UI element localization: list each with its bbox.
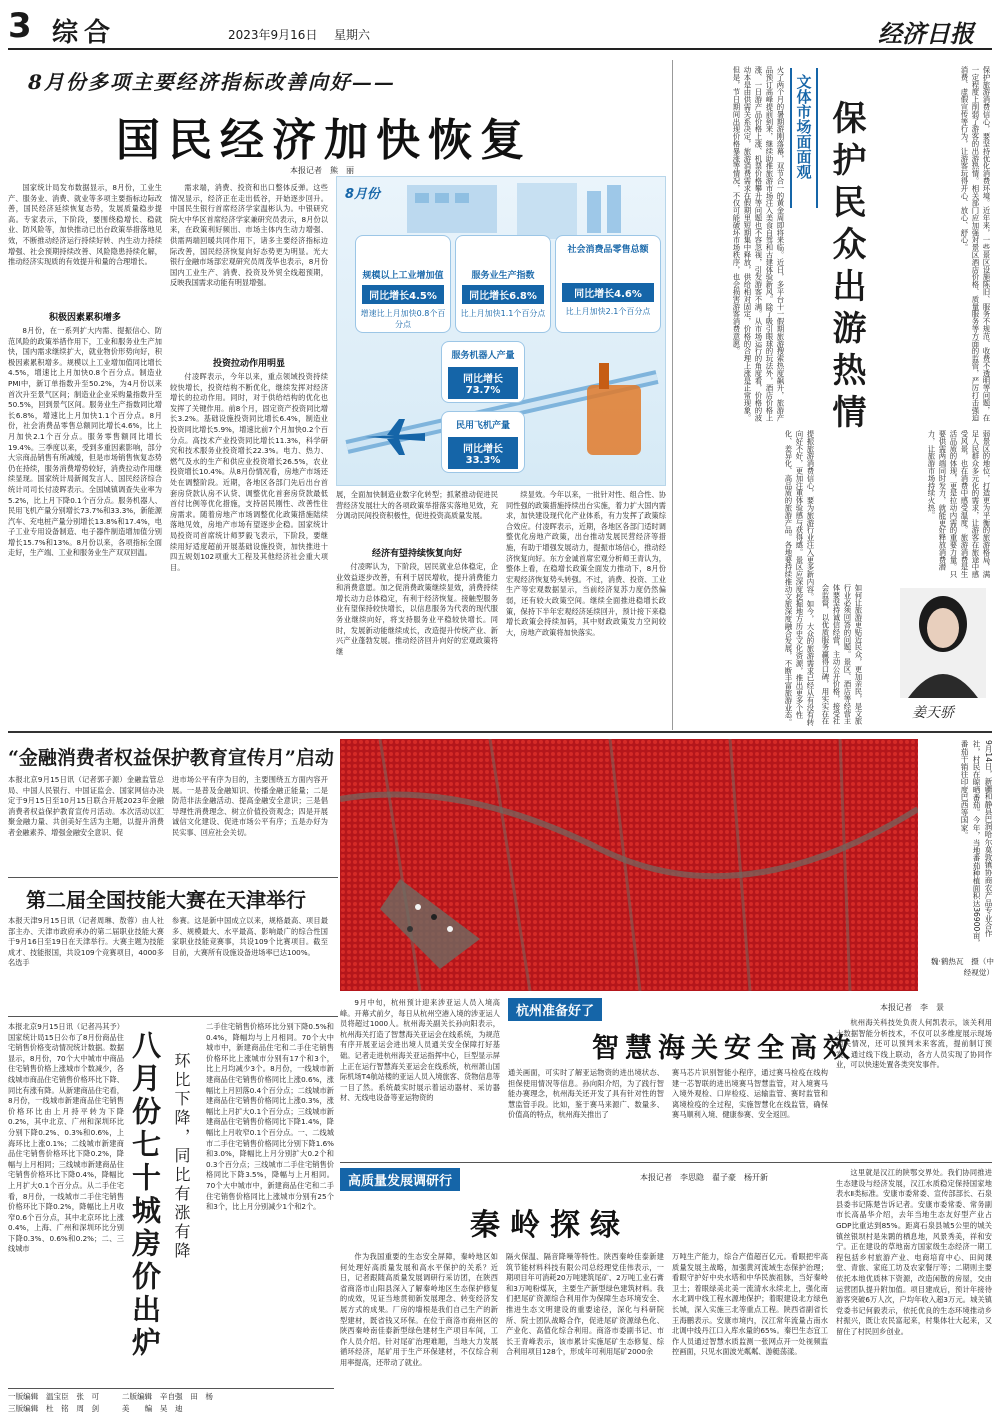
finance-week-headline: “金融消费者权益保护教育宣传月”启动	[8, 747, 334, 769]
finance-week-text-2: 进市场公平有序为目的，主要围绕五方面内容开展。一是普及金融知识、传播金融正能量；二是防范非法金融活动、提高金融安全意识；三是倡导理性消费理念、树立价值投资观念；四是开展诚信文化建设、促进市场公平有序；五是办好为民实事、回应社会关切。	[172, 775, 328, 837]
hangzhou-byline: 本报记者 李 景	[880, 1003, 944, 1012]
hangzhou-text-2: 通关画面，可实时了解亚运物资的进出境状态、担保使用情况等信息。孙向阳介绍，为了践行智能办赛理念，杭州海关还开发了具有针对性的智慧监管手段。比如，鉴于赛马来源广、数量多、价值高的特点，杭州海关推出了	[508, 1068, 664, 1120]
lead-col1-intro: 国家统计局发布数据显示，8月份，工业生产、服务业、消费、就业等多项主要指标边际改善，国民经济延续恢复态势，发展质量稳步提高。专家表示，下阶段，要围绕稳增长、稳就业、防风险等，加快推动已出台政策举措落地见效，不断推动经济运行持续好转、内生动力持续增强、社会预期持续改善、风险隐患持续化解，推动经济实现质的有效提升和量的合理增长。	[8, 183, 162, 267]
airplane-icon	[363, 417, 427, 457]
hangzhou-rule	[340, 1162, 992, 1163]
photo-credit: 魏·鹤热瓦 摄（中经视觉）	[930, 957, 994, 977]
stat-card-retail	[555, 235, 661, 333]
lead-col3-body: 付凌晖认为，下阶段，居民就业总体稳定，企业效益逐步改善，有利于居民增收，提升消费能力和消费意愿。加之促消费政策继续显效，消费持续增长动力总体稳定，有利于经济恢复。接触型服务业有望保持较快增长，以信息服务为代表的现代服务业继续向好，将支持服务业平稳较快增长。同时，发展新动能继续成长，改造提升传统产业、新兴产业蓬勃发展。推动经济回升向好的宏观政策将继	[336, 562, 498, 656]
qinling-tag: 高质量发展调研行	[340, 1168, 460, 1191]
lead-subhead-3: 经济有望持续恢复向好	[371, 549, 462, 559]
skills-rule	[8, 1016, 338, 1017]
column-text-5: 如何让旅游更贴近民众，更加亲民，是文旅行业必须回答的问题。景区、酒店等经营主体要坚持诚信经营，主动公开价格，接受社会监督，以优质服务赢得口碑，用实实在在	[821, 584, 863, 725]
column-divider	[672, 60, 673, 730]
stat-robots-title: 服务机器人产量	[451, 351, 515, 361]
stat-retail-sub: 比上月加快2.1个百分点	[565, 307, 651, 316]
issue-date: 2023年9月16日	[228, 28, 318, 42]
infographic-label: 8月份	[345, 187, 381, 202]
author-portrait	[900, 588, 986, 698]
robot-arm-icon	[587, 385, 641, 455]
housing-subtitle: 环比下降，同比有涨有降	[172, 1052, 191, 1261]
stat-card-aircraft	[441, 411, 525, 473]
qinling-text-3: 万吨生产能力，综合产值超百亿元。看眼把牢高质量发展主战略，加强黄河流域生态保护治理；看眼守护好中央水塔和中华民族祖脉，当好秦岭卫士；着眼绿美北美一流清水永续北上，强化南水北调中线工程水源地保护；着眼建设北方绿色长城，深入实施三北等重点工程。陕西省副省长王海鹏表示。安康市境内，汉江常年流量占南水北调中线丹江口入库水量的65%。秦巴生态宜工作人员通过智慧水质监测一张网点开一处视频监控画面，只见水面波光粼粼、游艇荡漾。	[672, 1252, 828, 1357]
stat-card-services	[455, 235, 551, 333]
footer-rule	[8, 1388, 334, 1389]
stats-infographic	[336, 176, 666, 486]
stat-services-sub: 比上月加快1.1个百分点	[460, 309, 546, 318]
lead-subhead-1: 积极因素累积增多	[48, 313, 121, 323]
column-tag	[790, 68, 818, 208]
stat-industry-sub: 增速比上月加快0.8个百分点	[360, 309, 446, 329]
stat-retail-title: 社会消费品零售总额	[567, 245, 649, 255]
column-tag-text: 文体市场面面观	[794, 74, 813, 179]
stat-services-value: 同比增长6.8%	[462, 285, 544, 304]
qinling-headline: 秦岭探绿	[470, 1208, 630, 1243]
housing-text-1: 本报北京9月15日讯（记者冯其予）国家统计局15日公布了8月份商品住宅销售价格变动情况统计数据。数据显示，8月份，70个大中城市中商品住宅销售价格上涨城市个数减少，各线城市商品住宅销售价格环比下降、同比有涨有降。从新建商品住宅看，8月份，一线城市新建商品住宅销售价格环比由上月持平转为下降0.2%，其中北京、广州和深圳环比分别下降0.2%、0.3%和0.6%，上海环比上涨0.1%；二线城市新建商品住宅销售价格环比下降0.2%，降幅与上月相同；三线城市新建商品住宅销售价格环比下降0.4%，降幅比上月扩大0.1个百分点。从二手住宅看，8月份，一线城市二手住宅销售价格环比下降0.2%，降幅比上月收窄0.6个百分点，其中北京环比上涨0.4%，上海、广州和深圳环比分别下降0.3%、0.6%和0.2%；二、三线城市	[8, 1022, 124, 1254]
masthead-rule	[8, 48, 992, 50]
lead-bottom-rule	[8, 731, 992, 733]
column-text-4: 弱景区的地位，打造更为平衡的旅游格局，满足人民群众多元化的需求，让游客在旅途中感受风景，也在消费中感受温度。旅游消费是生活品质的体现，更是拉动内需的重要力量。只要供需两端同时发力，就能更好释放消费潜力，让旅游市场持续火热。	[927, 430, 991, 578]
qinling-byline: 本报记者 李思隐 翟子豪 杨开新	[640, 1173, 768, 1182]
qinling-text-4: 这里就是汉江的陕鄂交界处。我们协同推进生态建设与经济发展，汉江水质稳定保持国家地表水Ⅱ类标准。安康市委常委、宣传部部长、石泉县委书记陈楚告诉记者。安康市委常委、常务副市长高晶华介绍，去年当地生态友好型产业占GDP比重达到85%。距离石泉县城5公里的城关镇丝银坝村是朱鹮的栖息地，风景秀美，祥和安宁。正在建设的草地南方国家级生态经济一期工程包括乡村旅游产业、电商培育中心、田间课堂、青旅、家庭工坊及农家餐厅等；二期则主要依托本地优质林下资源，改造闲散的房屋，交由运营团队提升附加值。项目建成后，预计年接待游客突破6万人次，户均年收入超3万元。城关镇党委书记何毅表示，依托优良的生态环境推动乡村振兴，既让农民富起来，村集体壮大起来，又留住了村民回乡创业。	[836, 1168, 992, 1336]
lead-subhead-2: 投资拉动作用明显	[212, 359, 285, 369]
issue-weekday: 星期六	[334, 28, 371, 42]
stat-aircraft-value: 同比增长33.3%	[448, 437, 518, 469]
footer-editors-2: 三版编辑 杜 铭 周 剑 美 编 吴 迪	[8, 1404, 183, 1413]
hangzhou-headline: 智慧海关安全高效	[592, 1033, 856, 1064]
qinling-text-2: 隔火保温、隔音降噪等特性。陕西秦岭佳泰新建筑节能材料科技有限公司总经理党佳伟表示，一期项目年可消耗20万吨建筑尾矿、2万吨工业石膏和3万吨粉煤灰，主要生产新型绿色建筑材料。我们把尾矿资源综合利用作为保障生态环境安全、推进生态文明建设的重要途径，深化与科研院所、院士团队战略合作，促进尾矿资源绿色化、产业化、高值化综合利用。商洛市委副书记、市长王青峰表示，该市累计实施尾矿生态修复、综合利用项目128个，形成年可利用尾矿2000余	[506, 1252, 664, 1357]
stat-robots-value: 同比增长73.7%	[448, 367, 518, 399]
housing-text-2: 二手住宅销售价格环比分别下降0.5%和0.4%，降幅均与上月相同。70个大中城市中，新建商品住宅和二手住宅销售价格环比上涨城市分别有17个和3个，比上月均减少3个。8月份，一线城市新建商品住宅销售价格同比上涨0.6%，涨幅比上月回落0.4个百分点；二线城市新建商品住宅销售价格同比上涨0.3%，涨幅比上月扩大0.1个百分点；三线城市新建商品住宅销售价格同比下降1.4%，降幅比上月收窄0.1个百分点。一、二线城市二手住宅销售价格同比分别下降1.6%和3.0%，降幅比上月分别扩大0.2个和0.3个百分点；三线城市二手住宅销售价格同比下降3.5%，降幅与上月相同。70个大中城市中，新建商品住宅和二手住宅销售价格同比上涨城市分别有25个和3个，比上月分别减少1个和2个。	[206, 1022, 334, 1212]
masthead	[0, 0, 1000, 64]
stat-services-title: 服务业生产指数	[471, 271, 535, 281]
hangzhou-text-1: 9月中旬，杭州预计迎来涉亚运人员入境高峰。开幕式前夕，每日从杭州空港入境的涉亚运人员将超过1000人。杭州海关副关长孙向阳表示，杭州海关打造了智慧海关亚运会在线系统，为规范有序开展亚运会进出境人员通关安全保障打好基础。记者走进杭州海关亚运指挥中心，巨型显示屏上正在运行智慧海关亚运会在线系统，杭州萧山国际机场T4航站楼的亚运人员入境旅客、货物信息等一目了然。系统最实时展示着运动器材、采访器材、无线电设备等亚运物资的	[340, 998, 500, 1103]
hangzhou-text-4: 杭州海关科技处负责人何凯表示，该关利用大数据智能分析技术，不仅可以多维度展示现场通关情况，还可以预判未来客流，提前制订预案。通过线下线上联动，各方人员实现了协同作业，可以快速处置各类突发事件。	[836, 1018, 992, 1070]
skills-text-2: 参赛。这是新中国成立以来，规格最高、项目最多、规模最大、水平最高、影响最广的综合性国家职业技能竞赛事，共设109个比赛项目。截至目前，大赛所有设施设备进场率已达100%。	[172, 916, 328, 957]
finance-week-text-1: 本报北京9月15日讯（记者郭子源）金融监管总局、中国人民银行、中国证监会、国家网信办决定于9月15日至10月15日联合开展2023年金融消费者权益保护教育宣传月活动。本次活动以汇聚金融力量、共创美好生活为主题，以提升消费者金融素养、增强金融安全意识、促	[8, 775, 164, 837]
lead-kicker: 8月份多项主要经济指标改善向好——	[28, 70, 396, 94]
news-photo	[340, 739, 918, 991]
column-text-3: 提振旅游消费信心，要为旅游行业注入更多新内容。如今，大众的旅游需求已经从有没有转向好不好，更加注重体验感与获得感。景区应深度挖掘地方历史文化资源，推出更多个性化、差异化、高品质的旅游产品。各地要持续推动文旅深度融合发展，不断丰富旅游业态。	[784, 430, 815, 726]
factory-building	[407, 185, 497, 233]
skills-headline: 第二届全国技能大赛在天津举行	[26, 888, 306, 912]
lead-headline: 国民经济加快恢复	[116, 115, 532, 166]
footer-editors-1: 一版编辑 温宝臣 张 可 二版编辑 辛自强 田 杨	[8, 1392, 214, 1401]
stat-industry-value: 同比增长4.5%	[362, 285, 444, 304]
lead-col3-intro: 展，全面加快制造业数字化转型；抓紧推动促进民营经济发展壮大的各项政策举措落实落地见效，充分调动民间投资积极性，促进投资高质量发展。	[336, 490, 498, 521]
photo-caption: 9月14日，新疆和静县巴润哈尔莫敦镇协商农产品专业合作社，村民在晾晒番茄。今年，当地番茄种植面积达36900亩，番茄干销往印度巴西等国家。	[960, 740, 993, 947]
skills-text-1: 本报天津9月15日讯（记者周琳、敖蓉）由人社部主办、天津市政府承办的第二届职业技能大赛于9月16日至19日在天津举行。大赛主题为技能成才、技能报国，共设109个竞赛项目，4000多名选手	[8, 916, 164, 968]
lead-byline: 本报记者 熊 丽	[290, 166, 354, 175]
stat-retail-value: 同比增长4.6%	[562, 283, 654, 302]
stat-card-industry	[355, 235, 451, 333]
page-number: 3	[8, 6, 32, 46]
stat-card-robots	[441, 341, 525, 403]
column-headline: 保护民众出游热情	[826, 100, 866, 436]
column-text-2: 保护旅游消费信心，要坚持优化消费环境。近年来，一些景区设施陈旧、服务不规范、收费不透明等问题，在一定程度上削弱了游客的出游热情。相关部门应加强对景区酒店价格、质量服务等方面的监管，严厉打击强迫消费、虚假宣传等行为，让游客玩得开心、放心、舒心。	[960, 66, 991, 422]
author-portrait-image	[900, 588, 986, 698]
lead-col2-intro: 需求端，消费、投资和出口整体反弹。这些情况显示，经济正在走出低谷，开始逐步回升。中国民生银行首席经济学家温彬认为。中银研究院大中华区首席经济学家兼研究员表示，8月份以来，在政策利好频出、市场主体内生动力增强、供需两端回暖共同作用下，诸多主要经济指标边际改善，国民经济恢复向好态势更为明显。光大银行金融市场部宏观研究员周茂华也表示，8月份国内工业生产、消费、投资及外贸全线超预期，反映我国需求动能有明显增强。	[170, 183, 328, 288]
stat-industry-title: 规模以上工业增加值	[362, 271, 444, 281]
column-text-1: 火了两个月的暑期游刚落幕，双节合一的黄金周即将来临。近日，多平台十一假期旅游搜索热度飙升，旅游产品预订高峰提前到来，继续助推旅游市场注入美食自驾和古建体验新风。除了吸引眼球的玩法外，酒店价格上涨、一日游产品价格上涨、机票价格攀升等问题也不容忽视，引发游客不满。从市场运行的角度看，价格的波动本是由供需关系决定，旅游消费需求在假期里短期集中释放，供给相对固定，价格的合理上涨是正常现象。但是，节日期间出现价格暴涨等情况，不仅可能破坏市场秩序，也会损害游客消费意愿。	[732, 66, 785, 422]
housing-headline: 八月份七十城房价出炉	[128, 1030, 162, 1360]
section-name: 综合	[52, 18, 117, 48]
hangzhou-text-3: 赛马芯片识别智能小程序，通过赛马检疫在线构建一芯智联的进出境赛马智慧监管，对入境赛马入境外观检、口岸检疫、运输监管、赛时监管和离境检疫的全过程，实施智慧化在线监管，确保赛马顺利入境、健康参赛、安全返回。	[672, 1068, 828, 1120]
hangzhou-tag: 杭州准备好了	[508, 998, 602, 1021]
tomato-drying-photo	[340, 739, 918, 991]
stat-aircraft-title: 民用飞机产量	[455, 421, 510, 431]
finance-rule	[8, 877, 338, 878]
lead-col4-body: 续显效。今年以来，一批针对性、组合性、协同性强的政策措施持续出台实施，着力扩大国内需求，加快建设现代化产业体系，有力发挥了政策综合效应。付凌晖表示，近期，各地区各部门适时调整优化房地产政策，出台推动发展民营经济等措施，有助于增强发展动力，提振市场信心，推动经济恢复向好。东方金诚首席宏观分析师王青认为，整体上看，在稳增长政策全面发力推动下，8月份宏观经济恢复势头转强。不过，消费、投资、工业生产等宏观数据显示，当前经济复苏力度仍然偏弱，还有较大政策空间。继续全面推进稳增长政策，保持下半年宏观经济延续回升，预计接下来稳增长政策会持续加码，其中财政政策发力空间较大，房地产政策将加快落实。	[506, 490, 666, 637]
lead-col2-body: 付凌晖表示，今年以来，重点领域投资持续较快增长，投资结构不断优化，继续发挥对经济增长的拉动作用。同时，对于供给结构的优化也发挥了关键作用。前8个月，固定资产投资同比增长3.2%。基础设施投资同比增长6.4%，制造业投资同比增长5.9%，增速比前7个月加快0.2个百分点。高技术产业投资同比增长11.3%，科学研究和技术服务业投资增长22.3%。电力、热力、燃气及水的生产和供应业投资增长26.5%，农业投资增长10.4%。从8月份情况看，房地产市场还处在调整阶段。近期，各地区各部门先后出台首套房贷款认房不认贷、调整优化首套房贷款最低首付比例等优化措施，支持居民刚性、改善性住房需求。随着房地产市场调整优化政策措施陆续落地见效，房地产市场有望逐步企稳。国家统计局投资司首席统计师罗毅飞表示，下阶段，要继续用好适度超前开展基础设施投资，加快推进十四五规划102项重大工程及其他经济社会重大项目。	[170, 372, 328, 572]
qinling-text-1: 作为我国重要的生态安全屏障，秦岭地区如何处理好高质量发展和高水平保护的关系？近日，记者跟随高质量发展调研行采访团，在陕西省商洛市山阳县深入了解秦岭地区生态保护修复的成效，见证当地贯彻新发展理念、转变经济发展方式的成果。厂房的墙根是我们自己生产的新型建材，既省钱又环保。在位于商洛市商州区的陕西秦岭南佳泰新型绿色建材生产项目车间，工作人员介绍。针对尾矿治理难题，当地大力发展循环经济，尾矿用于生产环保建材，不仅综合利用率提高，还带动了就业。	[340, 1252, 498, 1367]
author-signature: 姜天骄	[912, 705, 954, 721]
lead-col1-body: 8月份，在一系列扩大内需、提振信心、防范风险的政策举措作用下，工业和服务业生产加快，国内需求继续扩大，就业物价形势向好，积极因素累积增多。规模以上工业增加值同比增长4.5%，增速比上月加快0.8个百分点。制造业PMI中，新订单指数升至50.2%，为4月份以来首次升至景气区间；制造业企业采购量指数升至50.5%，回到景气区间。服务业生产指数同比增长6.8%，增速比上月加快1.1个百分点。8月份，社会消费品零售总额同比增长4.6%，比上月加快2.1个百分点。服务零售额同比增长19.4%。三季度以来，受到多重因素影响，部分大宗商品销售有所减缓，但是市场销售恢复态势仍在持续，服务消费增势较好，消费拉动作用继续显现。国家统计局新闻发言人、国民经济综合统计司司长付凌晖表示。全国城镇调查失业率为5.2%，比上月下降0.1个百分点。服务机器人、民用飞机产量分别增长73.7%和33.3%，新能源汽车、充电桩产量分别增长13.8%和17.4%，电子工业专用设备制造、电子器件制造增加值分别增长15.7%和13%。8月份以来，各项指标全面走好，生产端、工业和服务业生产双双回温。	[8, 326, 162, 558]
newspaper-logo: 经济日报	[878, 19, 974, 48]
